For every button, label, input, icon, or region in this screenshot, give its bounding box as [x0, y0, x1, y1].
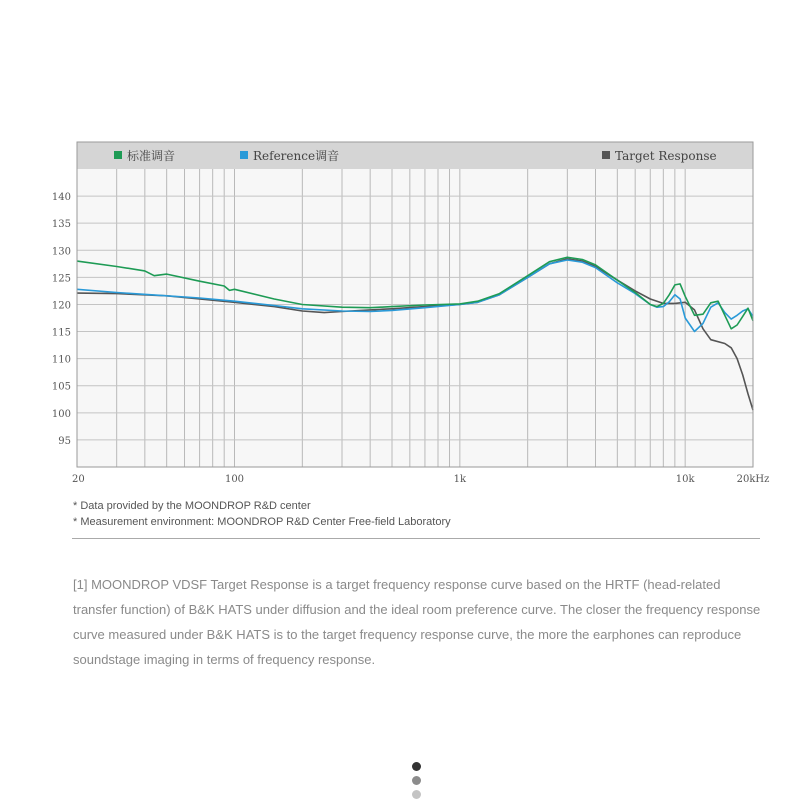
x-tick-label: 20	[72, 474, 85, 485]
data-source-note: * Data provided by the MOONDROP R&D center	[73, 500, 311, 512]
x-tick-label: 1k	[453, 474, 467, 485]
x-tick-label: 100	[224, 474, 245, 485]
pagination-dot-3[interactable]	[412, 790, 421, 799]
plot-area	[77, 169, 753, 467]
y-tick-label: 120	[51, 300, 71, 312]
legend-swatch-standard-tuning	[114, 151, 122, 159]
pagination-dot-2[interactable]	[412, 776, 421, 785]
legend-swatch-reference	[240, 151, 248, 159]
y-tick-label: 110	[51, 354, 71, 366]
y-tick-label: 130	[51, 246, 71, 258]
x-tick-label: 20kHz	[736, 474, 770, 485]
y-tick-label: 105	[51, 381, 71, 393]
x-axis	[72, 474, 769, 485]
legend-label-reference: Reference调音	[253, 149, 340, 163]
y-tick-label: 95	[58, 435, 71, 447]
divider	[72, 538, 760, 539]
y-axis	[52, 192, 71, 447]
measurement-note: * Measurement environment: MOONDROP R&D Center Free-field Laboratory	[73, 516, 451, 528]
legend-swatch-target-response	[602, 151, 610, 159]
y-tick-label: 115	[51, 327, 71, 339]
legend-label-target-response: Target Response	[615, 149, 717, 163]
y-tick-label: 140	[51, 192, 71, 204]
y-tick-label: 100	[51, 408, 71, 420]
y-tick-label: 135	[51, 219, 71, 231]
target-response-footnote: [1] MOONDROP VDSF Target Response is a target frequency response curve based on the HRTF (head-related transfer function) of B&K HATS under diffusion and the ideal room preference curve. The closer the frequency response curve measured under B&K HATS is to the target frequency response curve, the more the earphones can reproduce soundstage imaging in terms of frequency response.	[73, 577, 761, 667]
pagination-dot-1[interactable]	[412, 762, 421, 771]
x-tick-label: 10k	[675, 474, 695, 485]
legend-label-standard-tuning: 标准调音	[127, 149, 176, 163]
y-tick-label: 125	[51, 273, 71, 285]
